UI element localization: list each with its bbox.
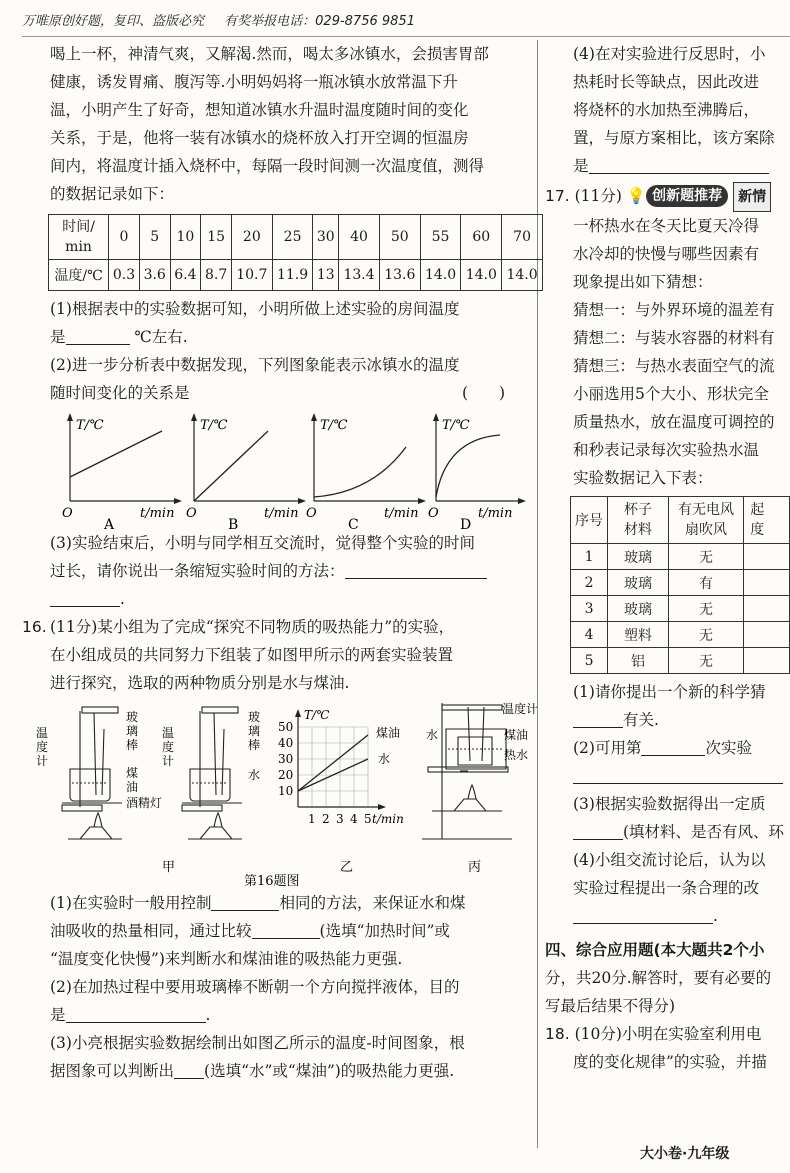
series-label: 煤油	[376, 726, 401, 740]
option-label: A	[104, 517, 115, 533]
time-cell: 5	[139, 215, 170, 260]
tick-label: 10	[278, 784, 294, 798]
column-divider	[537, 40, 538, 1148]
answer-blank[interactable]	[252, 920, 320, 939]
intro-line: 关系，于是，他将一装有冰镇水的烧杯放入打开空调的恒温房	[50, 129, 469, 147]
answer-blank[interactable]	[66, 1004, 206, 1023]
question-number: 17.	[545, 187, 570, 205]
tick-label: 40	[278, 736, 294, 750]
intro-line: 温，小明产生了好奇，想知道冰镇水升温时温度随时间的变化	[50, 101, 469, 119]
label-rod: 棒	[126, 738, 139, 752]
q17-3-line: (填材料、是否有风、环	[545, 818, 790, 846]
q15-1-line: 是 ℃左右.	[50, 328, 188, 346]
q16-1-line: 油吸收的热量相同，通过比较 (选填“加热时间”或	[50, 922, 450, 940]
axis-label: t/min	[140, 506, 175, 521]
intro-line: 的数据记录如下：	[50, 185, 175, 203]
table-header: 起 度	[744, 497, 790, 544]
label-rod: 璃	[126, 724, 139, 738]
label-hot-water: 热水	[504, 748, 529, 762]
option-label: B	[228, 517, 239, 533]
apparatus-bing	[422, 703, 512, 839]
answer-blank[interactable]	[174, 1060, 204, 1079]
temp-cell: 0.3	[109, 260, 140, 291]
table-row: 3 玻璃 无	[571, 596, 790, 622]
axis-label: T/℃	[200, 418, 228, 433]
answer-blank[interactable]	[573, 709, 623, 728]
temp-cell: 6.4	[170, 260, 201, 291]
figure-label-yi: 乙	[340, 860, 354, 875]
category-badge: 新情	[733, 182, 771, 212]
q16-4-line: 置，与原方案相比，该方案除	[573, 129, 775, 147]
q16-1-line: “温度变化快慢”)来判断水和煤油谁的吸热能力更强.	[50, 950, 403, 968]
report-hotline: 有奖举报电话：029-8756 9851	[224, 14, 415, 29]
q17-line: 17. (11分) 💡 创新题推荐 新情	[545, 182, 790, 212]
label-water: 水	[248, 768, 261, 782]
page-footer: 大小卷·九年级	[640, 1146, 730, 1162]
table-row: 1 玻璃 无	[571, 544, 790, 570]
question-number: 16.	[22, 618, 47, 636]
q16-4-line: 是	[545, 152, 790, 180]
intro-line: 喝上一杯，神清气爽，又解渴.然而，喝太多冰镇水，会损害胃部	[50, 45, 489, 63]
intro-line: 健康，诱发胃痛、腹泻等.小明妈妈将一瓶冰镇水放常温下升	[50, 73, 458, 91]
q17-line: 猜想三：与热水表面空气的流	[573, 357, 775, 375]
answer-blank[interactable]	[641, 737, 705, 756]
tick-label: 30	[278, 752, 294, 766]
q17-line: 质量热水，放在温度可调控的	[573, 413, 775, 431]
table-header: 序号	[571, 497, 608, 544]
label-rod: 璃	[248, 724, 261, 738]
axis-label: t/min	[372, 812, 404, 826]
q16-4-line: 热耗时长等缺点，因此改进	[573, 73, 760, 91]
label-water: 水	[426, 728, 439, 742]
graph-c[interactable]	[306, 413, 426, 533]
q17-2-line: (2)可用第 次实验	[573, 739, 752, 757]
q17-line: 现象提出如下猜想：	[573, 273, 713, 291]
q16-4-line: 将烧杯的水加热至沸腾后，	[573, 101, 760, 119]
q17-line: 猜想一：与外界环境的温差有	[573, 301, 775, 319]
header-divider	[22, 36, 790, 37]
q17-table	[570, 496, 790, 674]
q15-1-line: (1)根据表中的实验数据可知，小明所做上述实验的房间温度	[50, 300, 460, 318]
tick-label: 50	[278, 720, 294, 734]
q17-1-line: (1)请你提出一个新的科学猜	[573, 683, 766, 701]
section-4-line: 分，共20分.解答时，要有必要的	[545, 969, 772, 987]
figure-16	[22, 699, 539, 889]
label-lamp: 酒精灯	[126, 796, 163, 810]
q16-line: 16. (11分)某小组为了完成“探究不同物质的吸热能力”的实验，	[22, 613, 527, 641]
tick-label: 2	[322, 812, 330, 826]
temp-cell: 13	[313, 260, 339, 291]
q15-intro	[22, 40, 527, 208]
q17-1-line: 有关.	[545, 706, 790, 734]
time-cell: 40	[339, 215, 380, 260]
origin-label: O	[62, 506, 73, 521]
option-label: C	[348, 517, 359, 533]
origin-label: O	[186, 506, 197, 521]
question-number: 18.	[545, 1025, 570, 1043]
apparatus-jia-1	[62, 707, 122, 839]
left-column	[22, 40, 539, 1085]
table-header: 温度/℃	[49, 260, 109, 291]
answer-blank[interactable]	[345, 560, 487, 579]
q16-line: 进行探究，选取的两种物质分别是水与煤油.	[50, 674, 350, 692]
figure-label-jia: 甲	[162, 860, 176, 875]
q16-2-line: (2)在加热过程中要用玻璃棒不断朝一个方向搅拌液体，目的	[50, 978, 460, 996]
time-cell: 30	[313, 215, 339, 260]
tick-label: 20	[278, 768, 294, 782]
q15-2-line: (2)进一步分析表中数据发现，下列图象能表示冰镇水的温度	[50, 356, 460, 374]
q15-3-line: (3)实验结束后，小明与同学相互交流时，觉得整个实验的时间	[50, 534, 475, 552]
label-kerosene: 煤	[126, 766, 139, 780]
page-header	[22, 10, 782, 29]
q17-line: 和秒表记录每次实验热水温	[573, 441, 760, 459]
label-thermometer: 计	[36, 754, 49, 768]
label-rod: 棒	[248, 738, 261, 752]
q16-2-line: 是 .	[50, 1006, 211, 1024]
temp-cell: 11.9	[272, 260, 313, 291]
time-cell: 15	[201, 215, 232, 260]
series-kerosene-line	[298, 735, 368, 791]
answer-blank[interactable]	[50, 588, 120, 607]
table-header: 有无电风 扇吹风	[668, 497, 743, 544]
q18-line: 度的变化规律”的实验，并描	[573, 1053, 767, 1071]
time-cell: 10	[170, 215, 201, 260]
q16-3-line: 据图象可以判断出 (选填“水”或“煤油”)的吸热能力更强.	[50, 1062, 455, 1080]
right-column	[545, 40, 790, 1076]
q17-line: 水冷却的快慢与哪些因素有	[573, 245, 760, 263]
recommend-badge: 创新题推荐	[646, 185, 728, 207]
answer-paren[interactable]: ( )	[462, 384, 506, 402]
q17-2-line	[545, 762, 790, 790]
q17-line: 实验数据记入下表：	[573, 469, 713, 487]
temp-cell: 13.6	[379, 260, 420, 291]
data-table	[48, 214, 543, 291]
figure-label-bing: 丙	[468, 860, 482, 875]
temp-cell: 8.7	[201, 260, 232, 291]
q16-1-line: (1)在实验时一般用控制 相同的方法，来保证水和煤	[50, 894, 466, 912]
label-rod: 玻	[248, 710, 261, 724]
axis-label: T/℃	[76, 418, 104, 433]
label-kerosene: 煤油	[504, 728, 529, 742]
q15-3-line: .	[22, 585, 527, 613]
tick-label: 5	[364, 812, 372, 826]
q15-2-line: 随时间变化的关系是 ( )	[22, 379, 527, 407]
time-cell: 70	[502, 215, 543, 260]
label-thermometer: 度	[162, 740, 175, 754]
answer-blank[interactable]	[573, 765, 783, 784]
axis-label: T/℃	[442, 418, 470, 433]
q17-line: 小丽选用5个大小、形状完全	[573, 385, 769, 403]
option-label: D	[460, 517, 472, 533]
answer-blank[interactable]	[66, 326, 130, 345]
table-header: 杯子 材料	[608, 497, 669, 544]
origin-label: O	[428, 506, 439, 521]
q16-3-line: (3)小亮根据实验数据绘制出如图乙所示的温度-时间图象，根	[50, 1034, 465, 1052]
answer-blank[interactable]	[211, 892, 279, 911]
table-row: 5 铝 无	[571, 648, 790, 674]
temp-cell: 14.0	[502, 260, 543, 291]
q17-4-line: (4)小组交流讨论后，认为以	[573, 851, 766, 869]
apparatus-jia-2	[182, 707, 242, 839]
section-4-title: 四、综合应用题(本大题共2个小	[545, 941, 765, 959]
label-kerosene: 油	[126, 780, 139, 794]
temp-cell: 13.4	[339, 260, 380, 291]
time-cell: 60	[461, 215, 502, 260]
graph-a[interactable]	[62, 413, 182, 533]
q17-line: 一杯热水在冬天比夏天冷得	[573, 217, 760, 235]
choice-graphs	[22, 409, 527, 533]
q17-line: 猜想二：与装水容器的材料有	[573, 329, 775, 347]
copyright-notice: 万唯原创好题，复印、盗版必究	[22, 14, 205, 29]
time-cell: 20	[231, 215, 272, 260]
axis-label: T/℃	[304, 708, 330, 722]
table-header: 时间/ min	[49, 215, 109, 260]
graph-b[interactable]	[186, 413, 306, 533]
tick-label: 4	[350, 812, 358, 826]
q17-4-line: .	[545, 902, 790, 930]
section-4-line: 写最后结果不得分)	[545, 997, 676, 1015]
q17-3-line: (3)根据实验数据得出一定质	[573, 795, 766, 813]
time-cell: 55	[420, 215, 461, 260]
q16-4-line: (4)在对实验进行反思时，小	[573, 45, 766, 63]
label-thermometer: 温	[162, 726, 175, 740]
tick-label: 1	[308, 812, 316, 826]
time-cell: 25	[272, 215, 313, 260]
table-row	[571, 497, 790, 544]
tick-label: 3	[336, 812, 344, 826]
q18-line: 18. (10分)小明在实验室利用电	[545, 1025, 762, 1043]
intro-line: 间内，将温度计插入烧杯中，每隔一段时间测一次温度值，测得	[50, 157, 485, 175]
time-cell: 50	[379, 215, 420, 260]
answer-blank[interactable]	[573, 821, 623, 840]
table-row	[49, 260, 543, 291]
temp-cell: 14.0	[461, 260, 502, 291]
time-cell: 0	[109, 215, 140, 260]
origin-label: O	[306, 506, 317, 521]
figure-caption: 第16题图	[244, 874, 300, 889]
table-row: 2 玻璃 有	[571, 570, 790, 596]
answer-blank[interactable]	[589, 155, 769, 174]
axis-label: t/min	[478, 506, 513, 521]
axis-label: T/℃	[320, 418, 348, 433]
q16-line: 在小组成员的共同努力下组装了如图甲所示的两套实验装置	[50, 646, 454, 664]
temp-cell: 3.6	[139, 260, 170, 291]
axis-label: t/min	[264, 506, 299, 521]
label-thermometer: 计	[162, 754, 175, 768]
answer-blank[interactable]	[573, 905, 713, 924]
label-rod: 玻	[126, 710, 139, 724]
label-thermometer: 温度计	[502, 702, 539, 716]
label-thermometer: 度	[36, 740, 49, 754]
series-label: 水	[378, 752, 391, 766]
graph-yi	[278, 708, 404, 826]
q17-4-line: 实验过程提出一条合理的改	[573, 879, 760, 897]
table-row	[49, 215, 543, 260]
graph-d[interactable]	[428, 413, 526, 533]
temp-cell: 10.7	[231, 260, 272, 291]
temp-cell: 14.0	[420, 260, 461, 291]
axis-label: t/min	[384, 506, 419, 521]
q15-3-line: 过长，请你说出一条缩短实验时间的方法：	[22, 557, 527, 585]
lightbulb-icon: 💡	[626, 187, 647, 205]
table-row: 4 塑料 无	[571, 622, 790, 648]
label-thermometer: 温	[36, 726, 49, 740]
